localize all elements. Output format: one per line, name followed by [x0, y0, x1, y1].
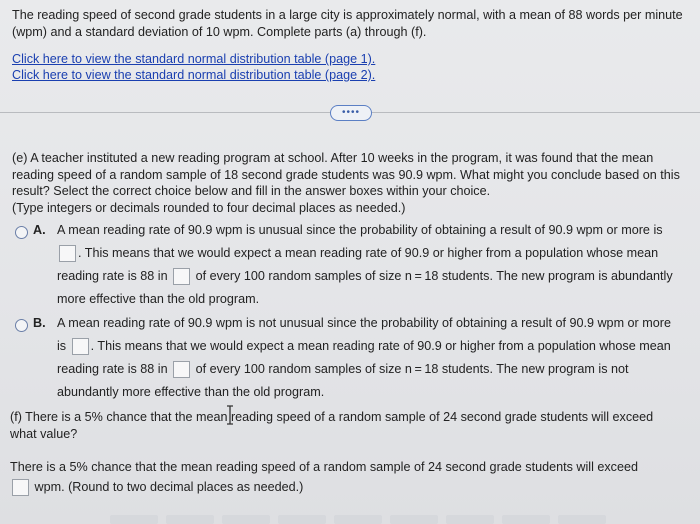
choice-a-radio[interactable] [15, 226, 28, 239]
part-f-answer-input[interactable] [12, 479, 29, 496]
part-e-instruction: (Type integers or decimals rounded to four decimal places as needed.) [12, 200, 406, 215]
part-e-question-text: (e) A teacher instituted a new reading program at school. After 10 weeks in the program, it was found that the mean reading speed of a random sample of 18 second grade students was 90.9 wpm. What might you conclude based on this result? Select the correct choice below and fill in the answer boxes within your choice. [12, 151, 680, 198]
choice-a-text-2: . This means that we would expect a mean reading rate of 90.9 or higher from a population whose mean reading rate is 88 in [57, 246, 659, 283]
text-cursor-icon [225, 405, 235, 425]
part-f-answer-line [10, 457, 690, 497]
toolbar-tab[interactable] [278, 515, 326, 524]
bottom-toolbar [110, 515, 606, 524]
part-e-question [12, 150, 682, 216]
choice-b-text-2: . This means that we would expect a mean reading rate of 90.9 or higher from a population whose mean reading rate is 88 in [57, 339, 671, 376]
more-options-button[interactable]: •••• [330, 105, 372, 121]
choice-b-count-input[interactable] [173, 361, 190, 378]
choice-a-text [57, 219, 677, 311]
choice-b-radio[interactable] [15, 319, 28, 332]
toolbar-tab[interactable] [334, 515, 382, 524]
choice-a-text-1: A mean reading rate of 90.9 wpm is unusual since the probability of obtaining a result of 90.9 wpm or more is [57, 223, 663, 237]
normal-table-page2-link[interactable]: Click here to view the standard normal distribution table (page 2). [12, 68, 376, 82]
choice-a-text-3: of every 100 random samples of size n = 18 students. The new program is abundantly more effective than the old program. [57, 269, 673, 306]
problem-intro: The reading speed of second grade students in a large city is approximately normal, with a mean of 88 words per minute (wpm) and a standard deviation of 10 wpm. Complete parts (a) through (f). [12, 8, 683, 39]
choice-b-text [57, 312, 677, 404]
toolbar-tab[interactable] [502, 515, 550, 524]
toolbar-tab[interactable] [222, 515, 270, 524]
choice-a-count-input[interactable] [173, 268, 190, 285]
toolbar-tab[interactable] [390, 515, 438, 524]
part-f-answer-prefix: There is a 5% chance that the mean reading speed of a random sample of 24 second grade students will exceed [10, 460, 638, 474]
toolbar-tab[interactable] [110, 515, 158, 524]
choice-a-probability-input[interactable] [59, 245, 76, 262]
choice-b-letter: B. [33, 316, 46, 330]
normal-table-page1-link[interactable]: Click here to view the standard normal distribution table (page 1). [12, 52, 376, 66]
part-f-answer-suffix: wpm. (Round to two decimal places as needed.) [34, 480, 304, 494]
choice-b-probability-input[interactable] [72, 338, 89, 355]
part-f-question: (f) There is a 5% chance that the mean reading speed of a random sample of 24 second grade students will exceed what value? [10, 410, 654, 441]
toolbar-tab[interactable] [558, 515, 606, 524]
toolbar-tab[interactable] [166, 515, 214, 524]
choice-b-text-3: of every 100 random samples of size n = 18 students. The new program is not abundantly more effective than the old program. [57, 362, 629, 399]
toolbar-tab[interactable] [446, 515, 494, 524]
choice-b-text-1: A mean reading rate of 90.9 wpm is not unusual since the probability of obtaining a result of 90.9 wpm or more is [57, 316, 671, 353]
choice-a-letter: A. [33, 223, 46, 237]
